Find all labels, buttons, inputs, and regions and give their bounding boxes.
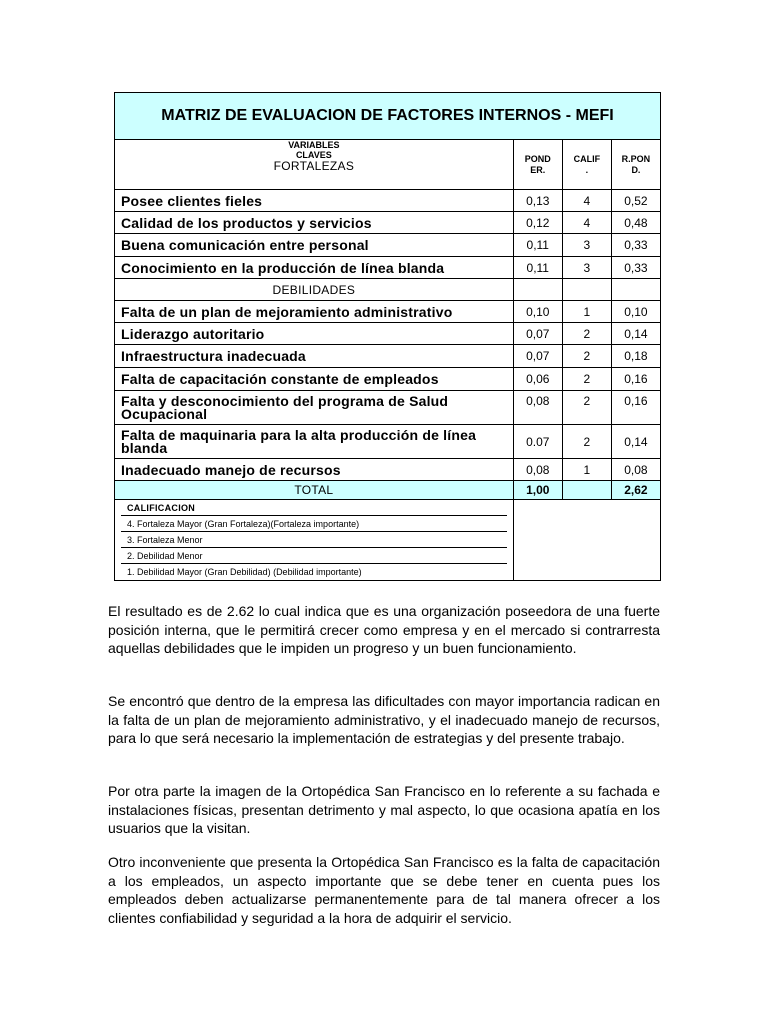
factor-name: Posee clientes fieles xyxy=(115,190,514,212)
calif-value: 3 xyxy=(562,234,611,257)
calif-value: 2 xyxy=(562,368,611,391)
pond-value: 0,12 xyxy=(513,212,562,234)
total-calif xyxy=(562,481,611,500)
table-row xyxy=(115,234,661,257)
pond-value: 0,08 xyxy=(513,459,562,481)
pond-value: 0,10 xyxy=(513,301,562,323)
legend-blank xyxy=(513,500,660,581)
rpond-value: 0,14 xyxy=(611,323,660,345)
factor-name: Falta de un plan de mejoramiento administrativo xyxy=(115,301,514,323)
factor-name: Inadecuado manejo de recursos xyxy=(115,459,514,481)
column-header-calif: CALIF . xyxy=(562,140,611,190)
table-row xyxy=(115,257,661,279)
rpond-value: 0,14 xyxy=(611,425,660,459)
factor-name: Calidad de los productos y servicios xyxy=(115,212,514,234)
rpond-value: 0,33 xyxy=(611,234,660,257)
column-header-rpond: R.PON D. xyxy=(611,140,660,190)
calif-value: 2 xyxy=(562,345,611,368)
rpond-value: 0,10 xyxy=(611,301,660,323)
paragraph: Otro inconveniente que presenta la Ortopédica San Francisco es la falta de capacitación a los empleados, un aspecto importante que se debe tener en cuenta pues los empleados deben actualizarse permanentemente para de tal manera ofrecer a los clientes confiabilidad y seguridad a la hora de adquirir el servicio. xyxy=(108,854,660,926)
calif-value: 2 xyxy=(562,323,611,345)
factor-name: Liderazgo autoritario xyxy=(115,323,514,345)
factor-name: Falta de maquinaria para la alta producción de línea blanda xyxy=(115,425,514,459)
legend-item: 1. Debilidad Mayor (Gran Debilidad) (Debilidad importante) xyxy=(127,567,362,577)
factor-name: Infraestructura inadecuada xyxy=(115,345,514,368)
pond-value: 0,07 xyxy=(513,323,562,345)
pond-value: 0,13 xyxy=(513,190,562,212)
rpond-value: 0,16 xyxy=(611,368,660,391)
variables-header xyxy=(115,140,514,190)
paragraph: Se encontró que dentro de la empresa las dificultades con mayor importancia radican en la falta de un plan de mejoramiento administrativo, y el inadecuado manejo de recursos, para lo que será necesario la implementación de estrategias y del presente trabajo. xyxy=(108,693,660,746)
rpond-value: 0,08 xyxy=(611,459,660,481)
rpond-value: 0,18 xyxy=(611,345,660,368)
table-row xyxy=(115,323,661,345)
section-row xyxy=(115,279,661,301)
calif-value: 2 xyxy=(562,425,611,459)
pond-value: 0.07 xyxy=(513,425,562,459)
table-row xyxy=(115,212,661,234)
legend-row xyxy=(115,500,661,581)
table-row xyxy=(115,190,661,212)
calif-value: 4 xyxy=(562,190,611,212)
factor-name: Falta de capacitación constante de empleados xyxy=(115,368,514,391)
table-row xyxy=(115,301,661,323)
legend-item: 4. Fortaleza Mayor (Gran Fortaleza)(Fortaleza importante) xyxy=(121,516,507,532)
pond-value: 0,08 xyxy=(513,391,562,425)
total-label: TOTAL xyxy=(115,481,514,500)
strengths-label: FORTALEZAS xyxy=(273,159,355,173)
total-pond: 1,00 xyxy=(513,481,562,500)
table-row xyxy=(115,368,661,391)
variables-label: VARIABLES CLAVES xyxy=(288,140,340,160)
legend-title: CALIFICACION xyxy=(121,500,507,516)
legend-item: 2. Debilidad Menor xyxy=(121,548,507,564)
column-header-pond: POND ER. xyxy=(513,140,562,190)
table-row xyxy=(115,425,661,459)
calif-value: 3 xyxy=(562,257,611,279)
calif-value: 1 xyxy=(562,459,611,481)
table-row xyxy=(115,345,661,368)
rpond-value: 0,33 xyxy=(611,257,660,279)
mefi-table xyxy=(114,92,661,581)
calif-value: 1 xyxy=(562,301,611,323)
rpond-value: 0,16 xyxy=(611,391,660,425)
total-rpond: 2,62 xyxy=(611,481,660,500)
rpond-value: 0,52 xyxy=(611,190,660,212)
calificacion-legend xyxy=(115,500,514,581)
total-row xyxy=(115,481,661,500)
factor-name: Buena comunicación entre personal xyxy=(115,234,514,257)
pond-value: 0,11 xyxy=(513,234,562,257)
paragraph: Por otra parte la imagen de la Ortopédica San Francisco en lo referente a su fachada e instalaciones físicas, presentan detrimento y mal aspecto, lo que ocasiona apatía en los usuarios que la visitan. xyxy=(108,783,660,836)
factor-name: Conocimiento en la producción de línea blanda xyxy=(115,257,514,279)
rpond-value: 0,48 xyxy=(611,212,660,234)
weaknesses-label: DEBILIDADES xyxy=(115,279,514,301)
factor-name: Falta y desconocimiento del programa de Salud Ocupacional xyxy=(115,391,514,425)
matrix-title: MATRIZ DE EVALUACION DE FACTORES INTERNOS - MEFI xyxy=(115,93,661,140)
pond-value: 0,07 xyxy=(513,345,562,368)
table-row xyxy=(115,459,661,481)
paragraph: El resultado es de 2.62 lo cual indica que es una organización poseedora de una fuerte posición interna, que le permitirá crecer como empresa y en el mercado si contrarresta aquellas debilidades que le impiden un progreso y un buen funcionamiento. xyxy=(108,603,660,656)
pond-value: 0,06 xyxy=(513,368,562,391)
pond-value: 0,11 xyxy=(513,257,562,279)
legend-item: 3. Fortaleza Menor xyxy=(121,532,507,548)
table-row xyxy=(115,391,661,425)
calif-value: 4 xyxy=(562,212,611,234)
calif-value: 2 xyxy=(562,391,611,425)
